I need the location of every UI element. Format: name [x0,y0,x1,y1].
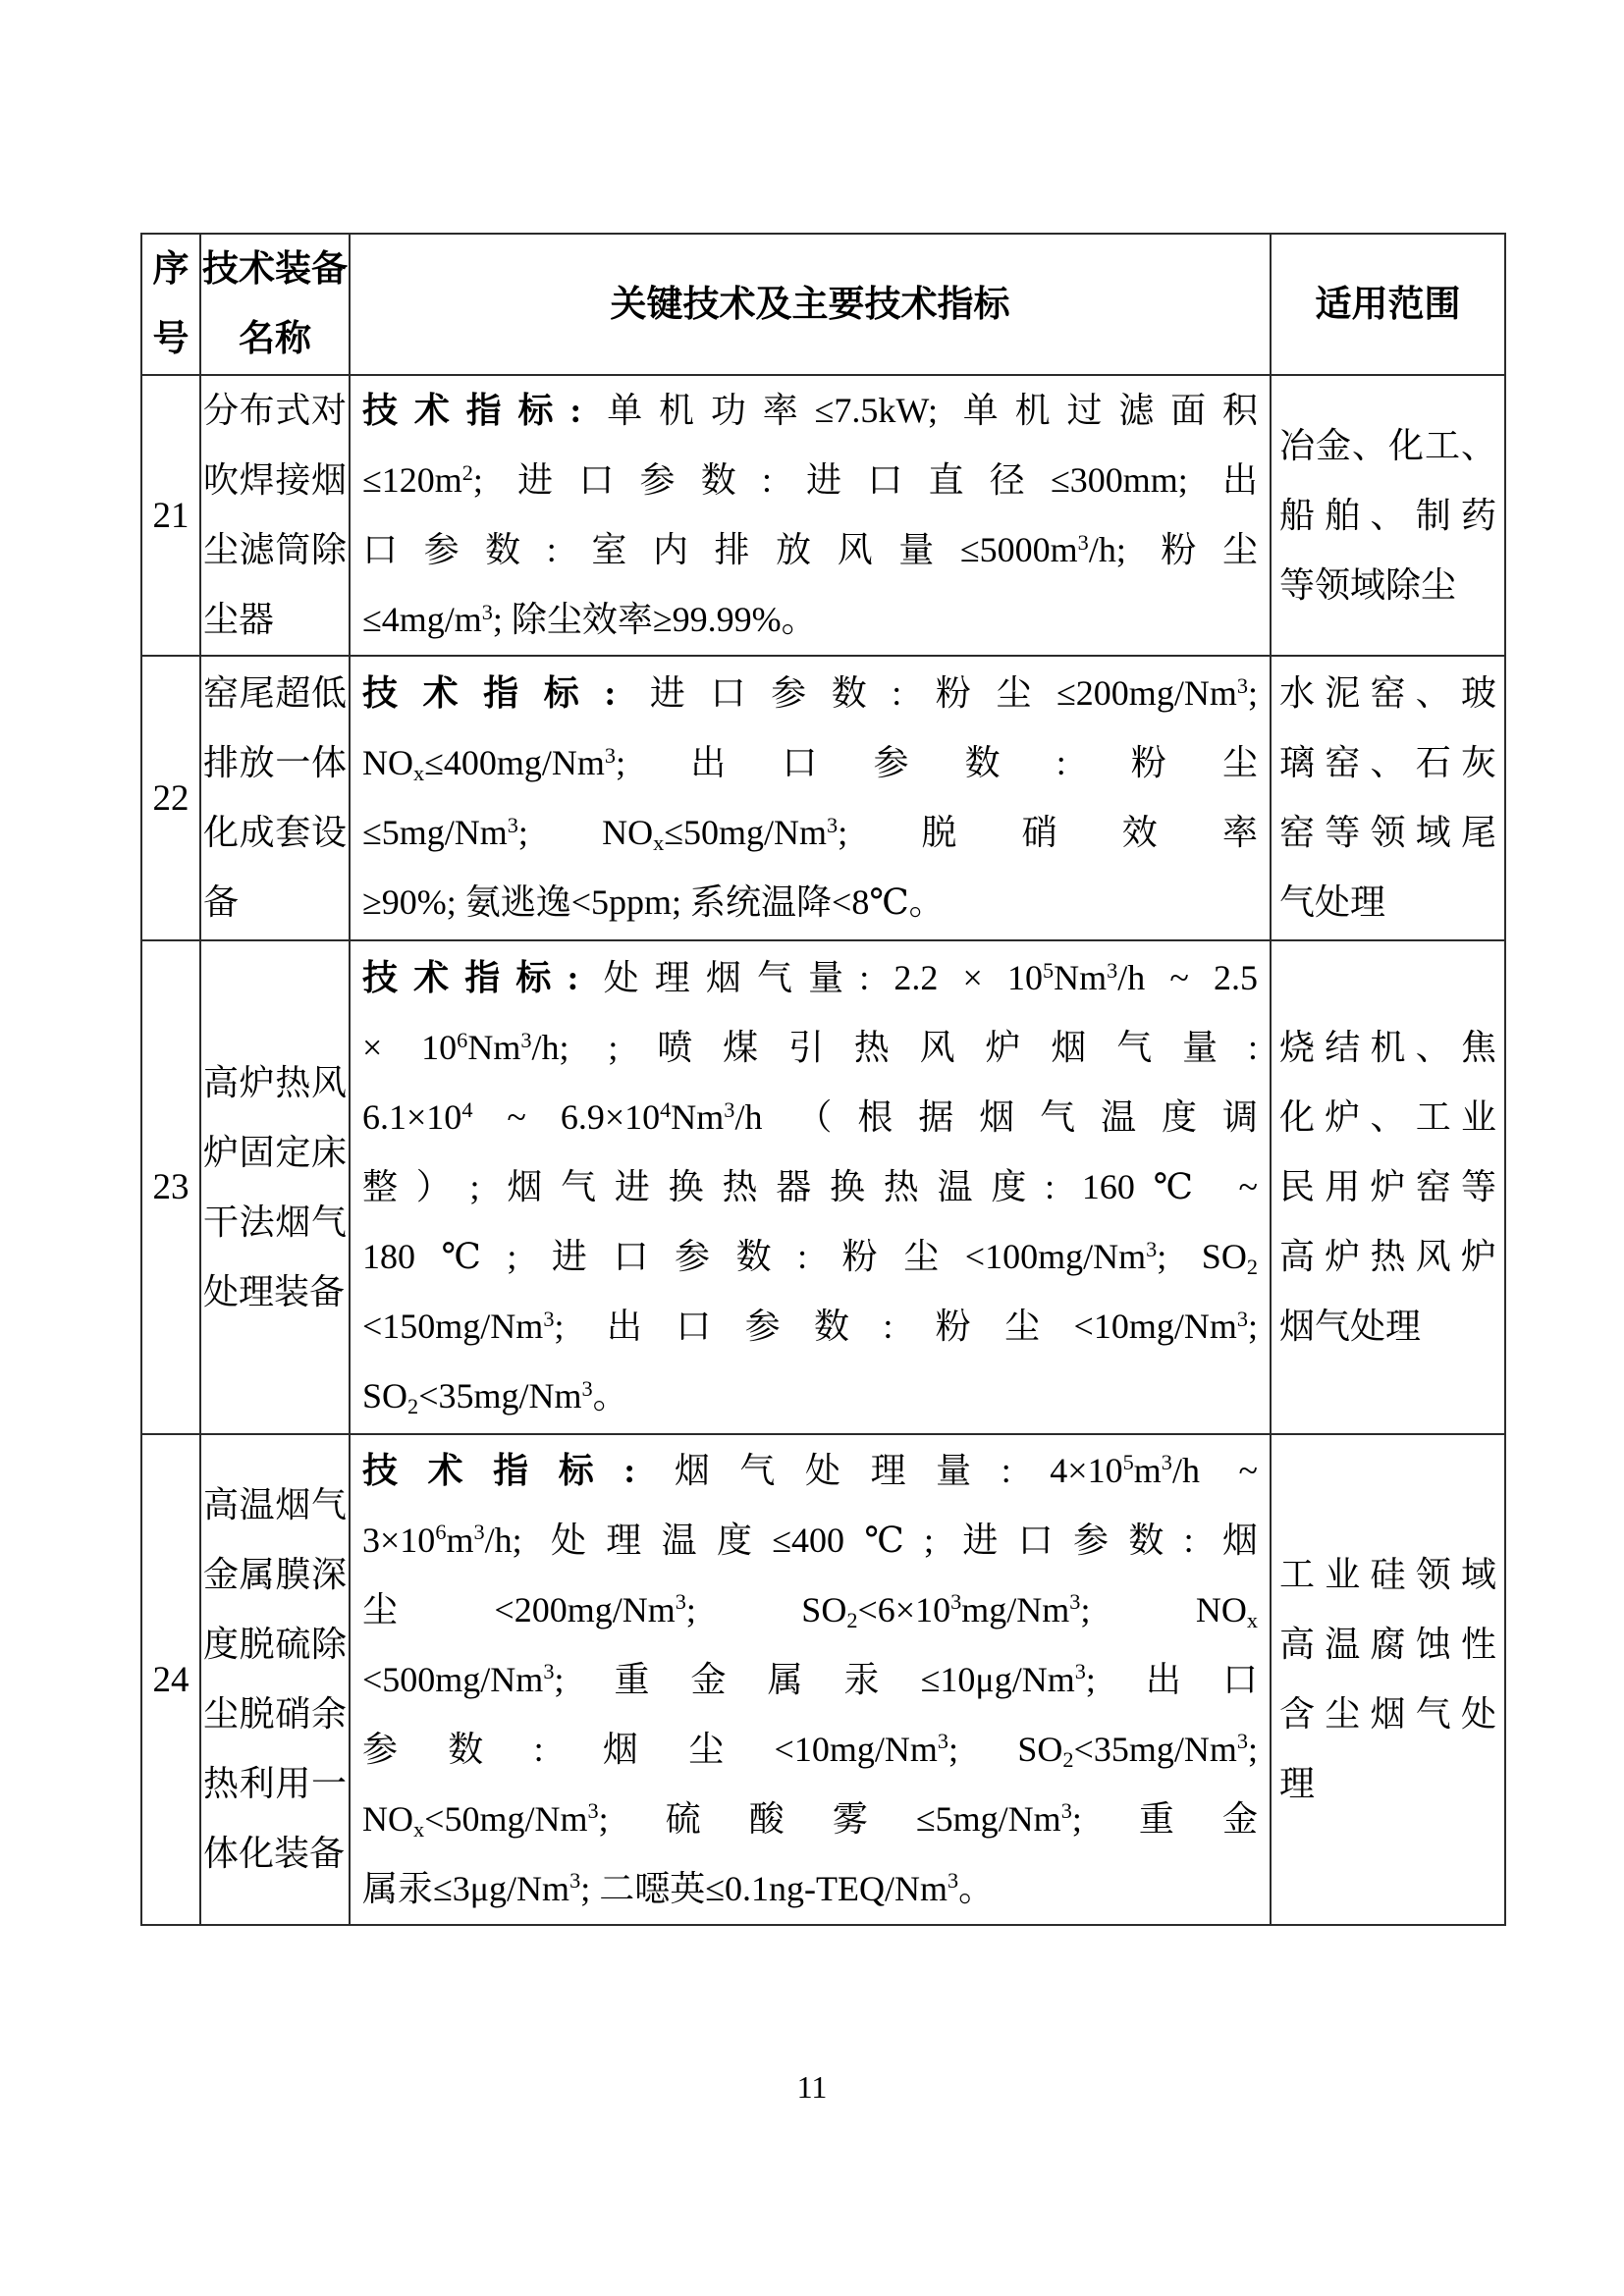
seq-number-cell: 22 [141,656,200,940]
equipment-name-cell: 窑尾超低 排放一体 化成套设 备 [200,656,350,940]
header-key-tech-indicators: 关键技术及主要技术指标 [350,234,1271,375]
equipment-name-cell: 分布式对 吹焊接烟 尘滤筒除 尘器 [200,375,350,656]
tech-indicators-cell: 技术指标: 处理烟气量: $2.2 \times 10^5Nm^3/h$ ~ 2.5 × $10^6Nm^3/h$; ; 喷煤引热风炉烟气量: $6.1\times 10^4$ ~ $6.9\times 10^4Nm^3/h$ （根据烟气温度调 整）; 烟气进换热器换热温度: 160℃ ~ 180℃; 进口参数: 粉尘$<100mg/Nm^3$; $SO_2$ $<150mg/Nm^3$; 出口参数: 粉尘$<10mg/Nm^3$; $SO_2<35mg/Nm^3$。 [350,940,1271,1434]
page-number: 11 [796,2069,828,2105]
tech-indicators-cell: 技术指标: 单机功率≤7.5kW; 单机过滤面积 $\le 120m^2$; 进口参数: 进口直径≤300mm; 出 口参数: 室内排放风量$\le 5000m^3/h$; 粉尘 $\le 4mg/m^3$; 除尘效率≥99.99%。 [350,375,1271,656]
equipment-name-cell: 高炉热风 炉固定床 干法烟气 处理装备 [200,940,350,1434]
table-header-row [141,234,1505,375]
applicable-scope-cell: 冶金、化工、 船舶、制药 等领域除尘 [1271,375,1505,656]
equipment-name-cell: 高温烟气 金属膜深 度脱硫除 尘脱硝余 热利用一 体化装备 [200,1434,350,1925]
header-equipment-name: 技术装备名称 [200,234,350,375]
tech-indicators-cell: 技术指标: 进口参数: 粉尘$\le 200mg/Nm^3$; $NO_x\le 400mg/Nm^3$; 出口参数: 粉尘 $\le 5mg/Nm^3$; $NO_x\le 50mg/Nm^3$; 脱硝效率 ≥90%; 氨逃逸<5ppm; 系统温降<8℃。 [350,656,1271,940]
applicable-scope-cell: 工业硅领域 高温腐蚀性 含尘烟气处 理 [1271,1434,1505,1925]
table-row [141,1434,1505,1925]
header-applicable-scope: 适用范围 [1271,234,1505,375]
header-seq-number: 序号 [141,234,200,375]
applicable-scope-cell: 水泥窑、玻 璃窑、石灰 窑等领域尾 气处理 [1271,656,1505,940]
table-row [141,656,1505,940]
seq-number-cell: 21 [141,375,200,656]
applicable-scope-cell: 烧结机、焦 化炉、工业 民用炉窑等 高炉热风炉 烟气处理 [1271,940,1505,1434]
table-row [141,940,1505,1434]
seq-number-cell: 23 [141,940,200,1434]
equipment-spec-table [140,233,1506,1926]
seq-number-cell: 24 [141,1434,200,1925]
tech-indicators-cell: 技术指标: 烟气处理量: $4\times 10^5m^3/h$ ~ $3\times 10^6m^3/h$; 处理温度≤400℃; 进口参数: 烟 尘$<200mg/Nm^3$; $SO_2<6\times 10^3mg/Nm^3$; $NO_x$ $<500mg/Nm^3$; 重金属汞$\le 10\mu g/Nm^3$; 出口 参数: 烟尘$<10mg/Nm^3$; $SO_2<35mg/Nm^3$; $NO_x<50mg/Nm^3$; 硫酸雾$\le 5mg/Nm^3$; 重金 属汞$\le 3\mu g/Nm^3$; 二噁英$\le 0.1ng-TEQ/Nm^3$。 [350,1434,1271,1925]
table-row [141,375,1505,656]
